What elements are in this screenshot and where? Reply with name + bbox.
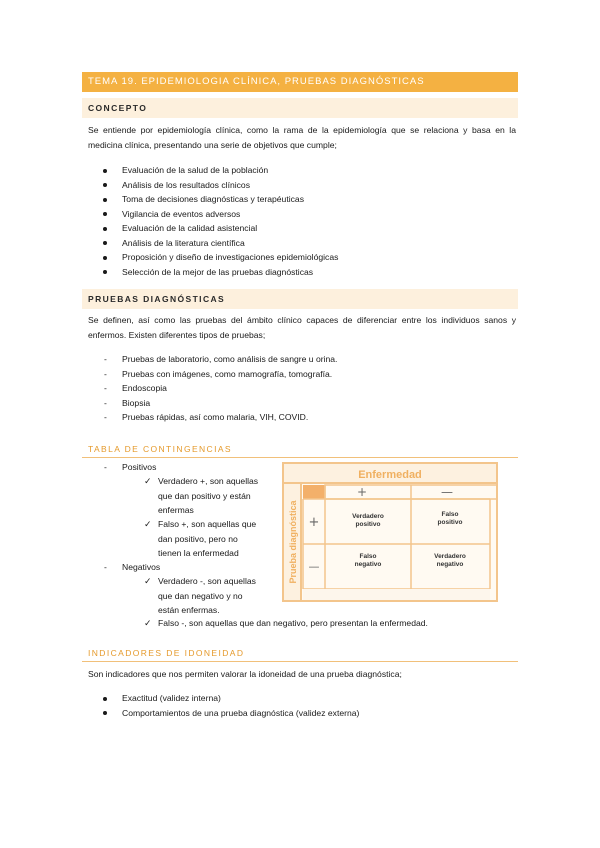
fp-line: tienen la enfermedad	[158, 548, 239, 558]
cell-fp-line1: Falso	[441, 511, 459, 518]
contingency-table-figure	[282, 462, 498, 602]
vp-line: que dan positivo y están	[158, 490, 251, 501]
list-item: Comportamientos de una prueba diagnóstica (validez externa)	[96, 706, 359, 721]
document-title: TEMA 19. EPIDEMIOLOGIA CLÍNICA, PRUEBAS DIAGNÓSTICAS	[82, 72, 518, 92]
list-item: Toma de decisiones diagnósticas y terapéuticas	[96, 192, 338, 207]
vp-line: enfermas	[158, 505, 194, 515]
positivos-label: - Positivos	[122, 460, 156, 475]
section-heading-tabla: TABLA DE CONTINGENCIAS	[82, 444, 518, 458]
totals-row	[303, 589, 490, 600]
list-item: Análisis de los resultados clínicos	[96, 178, 338, 193]
list-item: - Biopsia	[96, 396, 337, 411]
list-item: Análisis de la literatura científica	[96, 236, 338, 251]
concepto-objectives-list	[96, 163, 338, 279]
indicadores-list	[96, 691, 359, 720]
fp-line: dan positivo, pero no	[158, 533, 238, 544]
vn-line: que dan negativo y no	[158, 590, 243, 601]
cell-fn-line2: negativo	[354, 561, 382, 568]
corner-square	[303, 485, 325, 499]
list-item: - Pruebas de laboratorio, como análisis de sangre u orina.	[96, 352, 337, 367]
list-item: Proposición y diseño de investigaciones epidemiológicas	[96, 250, 338, 265]
negativos-label: - Negativos	[122, 560, 160, 575]
col-plus: +	[356, 485, 368, 499]
cell-tn-line2: negativo	[436, 561, 464, 568]
list-item: Exactitud (validez interna)	[96, 691, 359, 706]
enfermedad-label: Enfermedad	[358, 469, 422, 481]
row-minus: —	[308, 560, 320, 573]
falso-positivo-item	[158, 517, 270, 561]
cell-tn-line1: Verdadero	[434, 553, 466, 560]
verdadero-negativo-item	[158, 574, 270, 618]
list-item: - Pruebas con imágenes, como mamografía, tomografía.	[96, 367, 337, 382]
list-item: Evaluación de la salud de la población	[96, 163, 338, 178]
cell-tp-line1: Verdadero	[352, 513, 384, 520]
prueba-label: Prueba diagnóstica	[288, 500, 298, 584]
section-heading-pruebas: PRUEBAS DIAGNÓSTICAS	[82, 289, 518, 309]
list-item: Evaluación de la calidad asistencial	[96, 221, 338, 236]
vp-line: ✓ Verdadero +, son aquellas	[158, 476, 259, 486]
section-heading-indicadores: INDICADORES DE IDONEIDAD	[82, 648, 518, 662]
cell-tp-line2: positivo	[355, 521, 381, 528]
list-item: - Pruebas rápidas, así como malaria, VIH, COVID.	[96, 410, 337, 425]
cell-fn-line1: Falso	[359, 553, 377, 560]
list-item: - Endoscopia	[96, 381, 337, 396]
falso-negativo-item: ✓ Falso -, son aquellas que dan negativo, pero presentan la enfermedad.	[158, 616, 498, 631]
list-item: Vigilancia de eventos adversos	[96, 207, 338, 222]
concepto-paragraph: Se entiende por epidemiología clínica, como la rama de la epidemiología que se relaciona y basa en la medicina clínica, presentando una serie de objetivos que cumple;	[88, 125, 516, 150]
section-heading-concepto: CONCEPTO	[82, 98, 518, 118]
list-item: Selección de la mejor de las pruebas diagnósticas	[96, 265, 338, 280]
col-minus: —	[441, 485, 453, 499]
pruebas-types-list	[96, 352, 337, 425]
row-plus: +	[308, 515, 320, 530]
cell-fp-line2: positivo	[437, 519, 463, 526]
vn-line: ✓ Verdadero -, son aquellas	[158, 576, 256, 586]
indicadores-paragraph: Son indicadores que nos permiten valorar la idoneidad de una prueba diagnóstica;	[88, 669, 402, 679]
vn-line: están enfermas.	[158, 605, 220, 615]
fp-line: ✓ Falso +, son aquellas que	[158, 519, 257, 529]
verdadero-positivo-item	[158, 474, 270, 518]
pruebas-paragraph: Se definen, así como las pruebas del ámbito clínico capaces de diferenciar entre los individuos sanos y enfermos. Existen diferentes tipos de pruebas;	[88, 315, 516, 340]
